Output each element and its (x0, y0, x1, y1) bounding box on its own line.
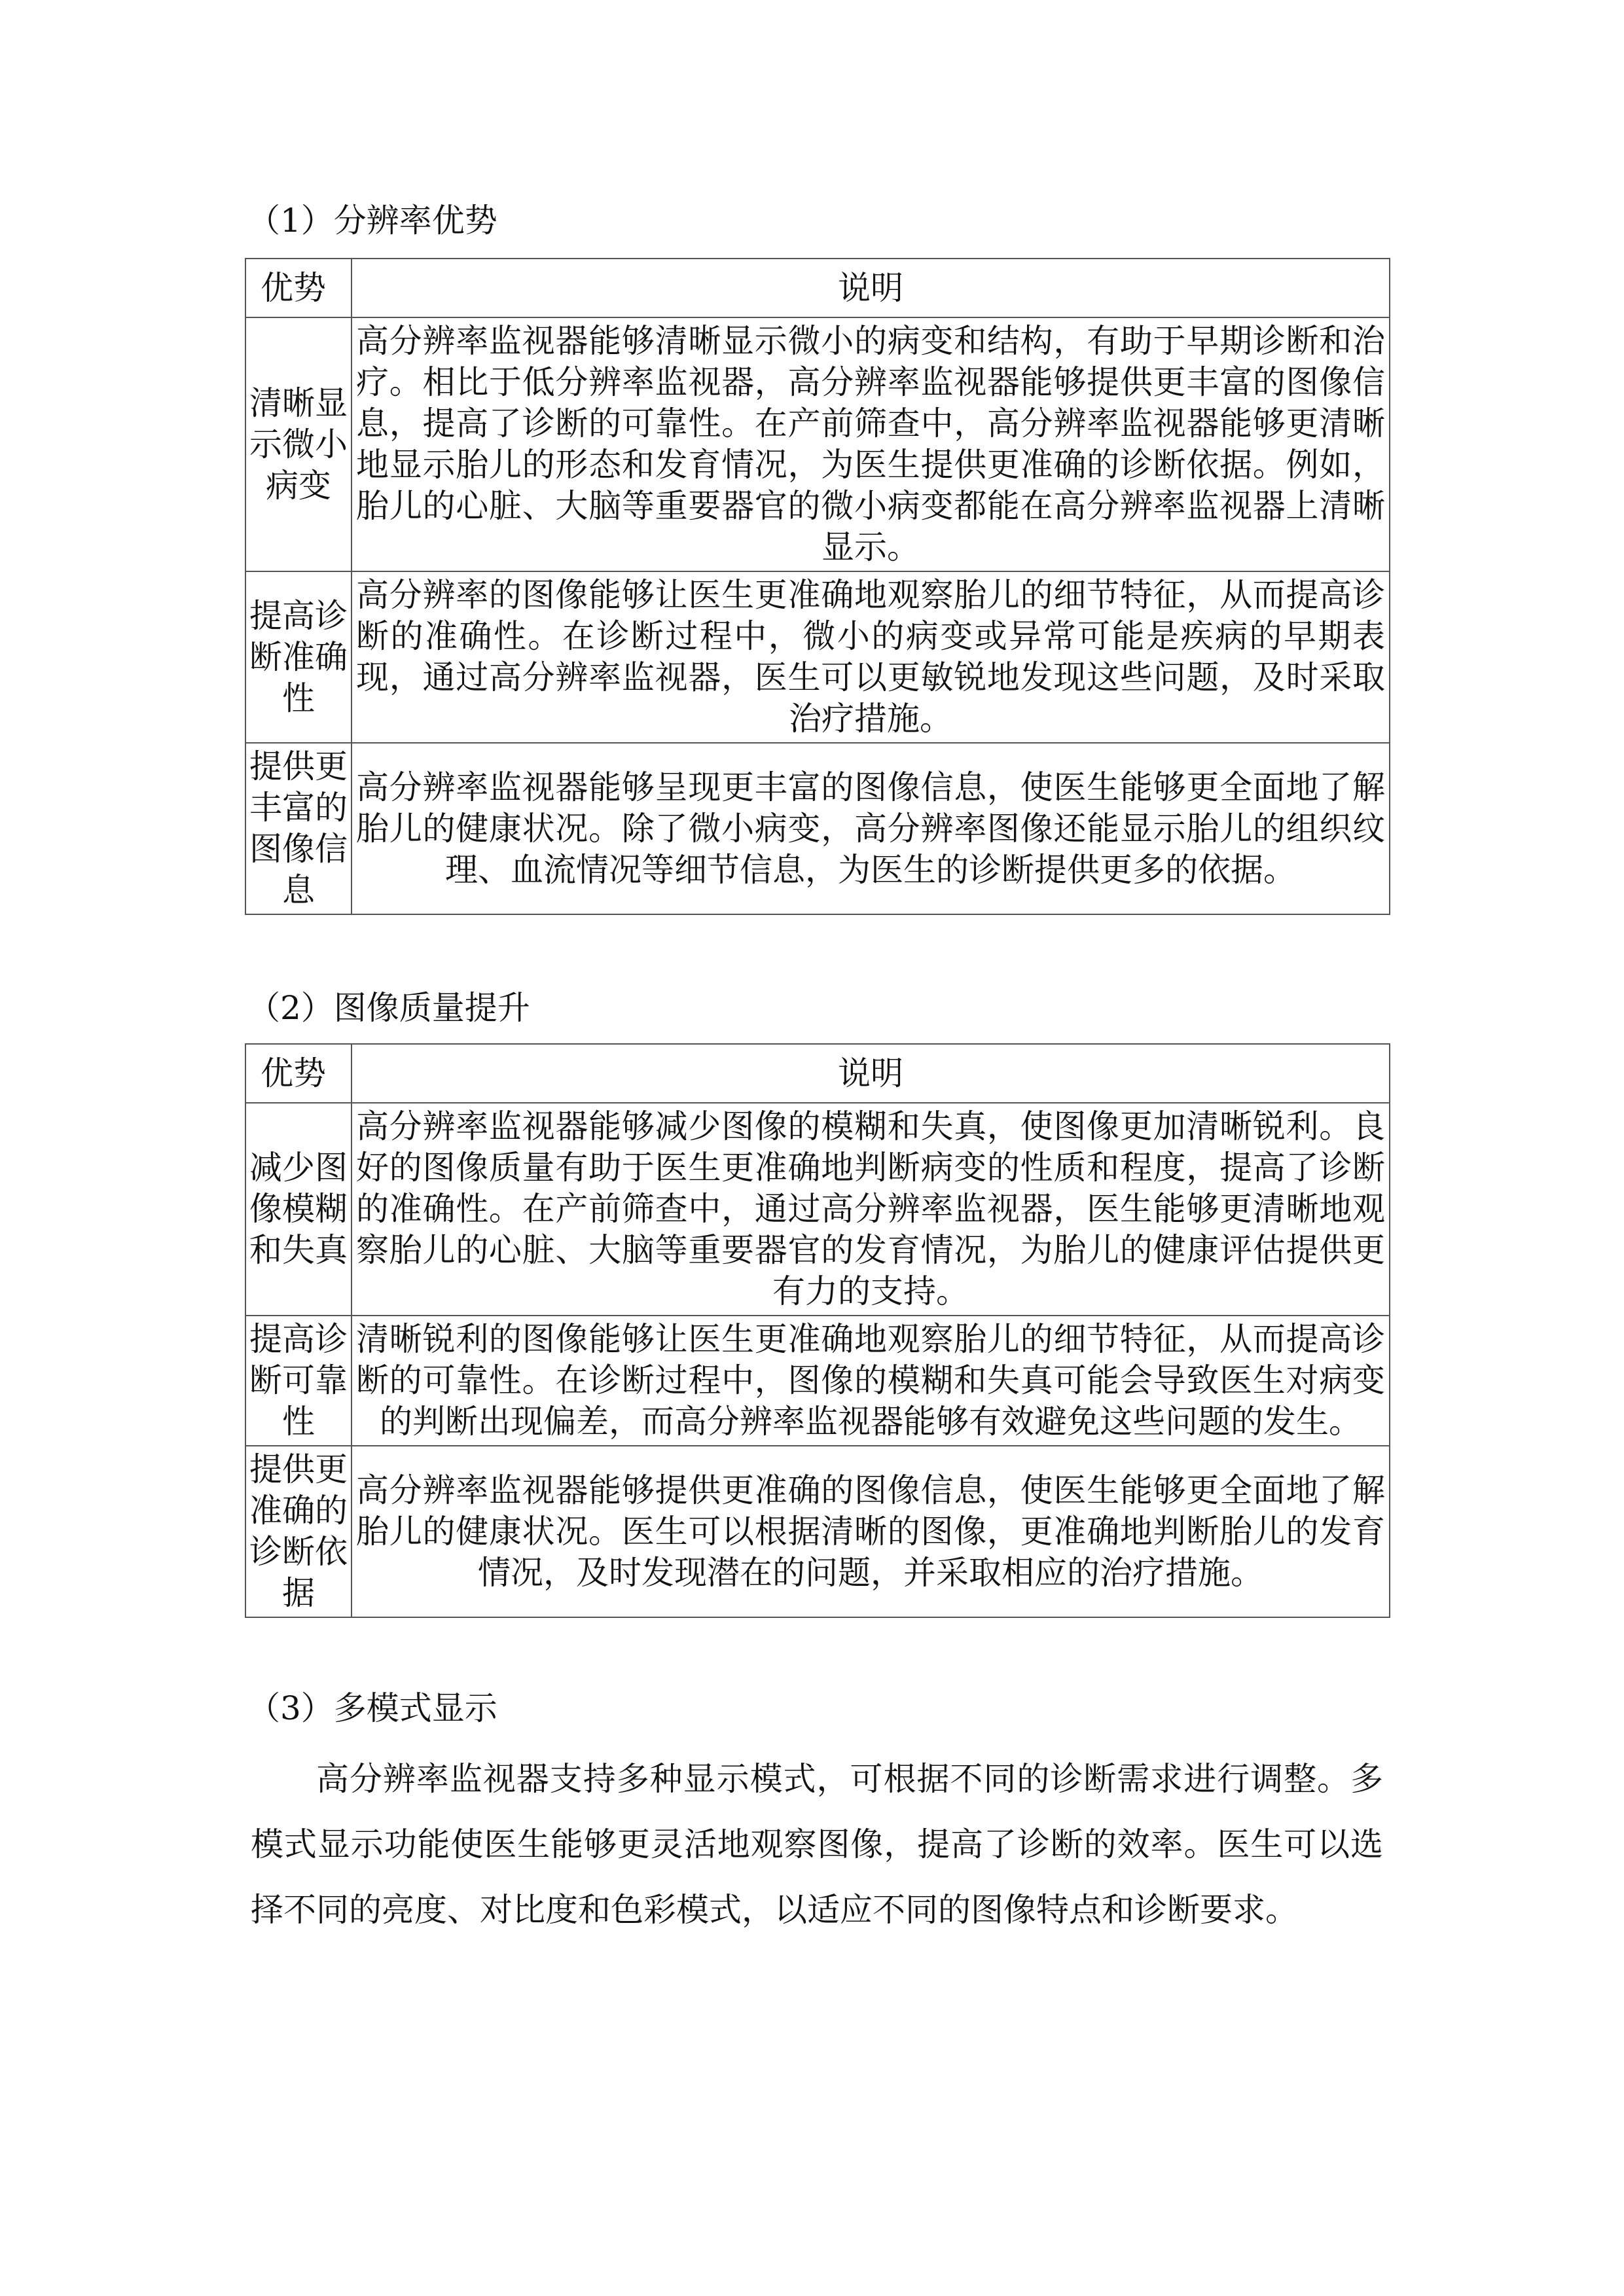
header-advantage: 优势 (245, 259, 352, 317)
description-cell: 高分辨率监视器能够清晰显示微小的病变和结构，有助于早期诊断和治疗。相比于低分辨率监视器，高分辨率监视器能够提供更丰富的图像信息，提高了诊断的可靠性。在产前筛查中，高分辨率监视器能够更清晰地显示胎儿的形态和发育情况，为医生提供更准确的诊断依据。例如，胎儿的心脏、大脑等重要器官的微小病变都能在高分辨率监视器上清晰显示。 (352, 317, 1390, 571)
description-cell: 高分辨率监视器能够减少图像的模糊和失真，使图像更加清晰锐利。良好的图像质量有助于医生更准确地判断病变的性质和程度，提高了诊断的准确性。在产前筛查中，通过高分辨率监视器，医生能够更清晰地观察胎儿的心脏、大脑等重要器官的发育情况，为胎儿的健康评估提供更有力的支持。 (352, 1103, 1390, 1316)
advantage-cell: 提高诊断准确性 (245, 571, 352, 743)
section-1-heading: （1）分辨率优势 (247, 202, 497, 240)
header-description: 说明 (352, 1044, 1390, 1103)
description-cell: 高分辨率监视器能够呈现更丰富的图像信息，使医生能够更全面地了解胎儿的健康状况。除了微小病变，高分辨率图像还能显示胎儿的组织纹理、血流情况等细节信息，为医生的诊断提供更多的依据。 (352, 743, 1390, 914)
advantage-cell: 提供更准确的诊断依据 (245, 1446, 352, 1617)
table-header (245, 259, 1390, 317)
description-cell: 高分辨率监视器能够提供更准确的图像信息，使医生能够更全面地了解胎儿的健康状况。医生可以根据清晰的图像，更准确地判断胎儿的发育情况，及时发现潜在的问题，并采取相应的治疗措施。 (352, 1446, 1390, 1617)
advantage-cell: 提高诊断可靠性 (245, 1316, 352, 1446)
table-row (245, 1316, 1390, 1446)
table-row (245, 743, 1390, 914)
description-cell: 清晰锐利的图像能够让医生更准确地观察胎儿的细节特征，从而提高诊断的可靠性。在诊断过程中，图像的模糊和失真可能会导致医生对病变的判断出现偏差，而高分辨率监视器能够有效避免这些问题的发生。 (352, 1316, 1390, 1446)
table-row (245, 317, 1390, 571)
header-advantage: 优势 (245, 1044, 352, 1103)
table-header (245, 1044, 1390, 1103)
section-2-heading: （2）图像质量提升 (247, 989, 530, 1027)
header-description: 说明 (352, 259, 1390, 317)
table-row (245, 1446, 1390, 1617)
section-3-heading: （3）多模式显示 (247, 1689, 497, 1727)
table-row (245, 1103, 1390, 1316)
advantage-cell: 清晰显示微小病变 (245, 317, 352, 571)
description-cell: 高分辨率的图像能够让医生更准确地观察胎儿的细节特征，从而提高诊断的准确性。在诊断过程中，微小的病变或异常可能是疾病的早期表现，通过高分辨率监视器，医生可以更敏锐地发现这些问题，及时采取治疗措施。 (352, 571, 1390, 743)
table-row (245, 571, 1390, 743)
resolution-advantages-table (245, 258, 1390, 915)
multi-mode-paragraph: 高分辨率监视器支持多种显示模式，可根据不同的诊断需求进行调整。多模式显示功能使医生能够更灵活地观察图像，提高了诊断的效率。医生可以选择不同的亮度、对比度和色彩模式，以适应不同的图像特点和诊断要求。 (251, 1760, 1383, 1929)
advantage-cell: 提供更丰富的图像信息 (245, 743, 352, 914)
advantage-cell: 减少图像模糊和失真 (245, 1103, 352, 1316)
image-quality-table (245, 1043, 1390, 1618)
